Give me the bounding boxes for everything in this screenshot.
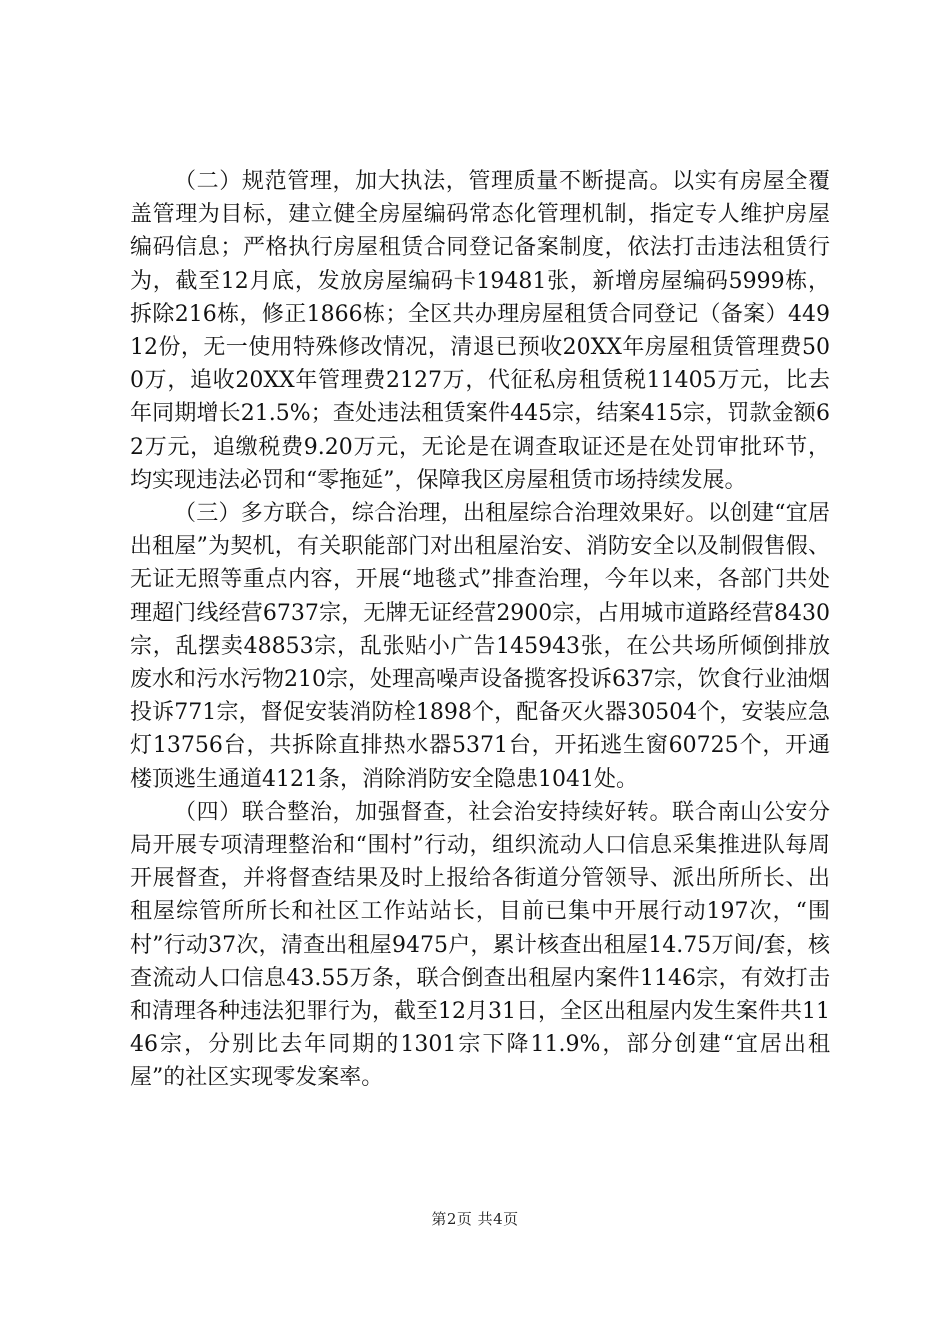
- paragraph-section-4: （四）联合整治，加强督查，社会治安持续好转。联合南山公安分局开展专项清理整治和“围村”行动，组织流动人口信息采集推进队每周开展督查，并将督查结果及时上报给各街道分管领导、派出所所长、出租屋综管所所长和社区工作站站长，目前已集中开展行动197次，“围村”行动37次，清查出租屋9475户，累计核查出租屋14.75万间/套，核查流动人口信息43.55万条，联合倒查出租屋内案件1146宗，有效打击和清理各种违法犯罪行为，截至12月31日，全区出租屋内发生案件共1146宗，分别比去年同期的1301宗下降11.9%，部分创建“宜居出租屋”的社区实现零发案率。: [130, 799, 830, 1091]
- paragraph-section-3: （三）多方联合，综合治理，出租屋综合治理效果好。以创建“宜居出租屋”为契机，有关职能部门对出租屋治安、消防安全以及制假售假、无证无照等重点内容，开展“地毯式”排查治理，今年以来，各部门共处理超门线经营6737宗，无牌无证经营2900宗，占用城市道路经营8430宗，乱摆卖48853宗，乱张贴小广告145943张，在公共场所倾倒排放废水和污水污物210宗，处理高噪声设备揽客投诉637宗，饮食行业油烟投诉771宗，督促安装消防栓1898个，配备灭火器30504个，安装应急灯13756台，共拆除直排热水器5371台，开拓逃生窗60725个，开通楼顶逃生通道4121条，消除消防安全隐患1041处。: [130, 501, 830, 792]
- document-body: [130, 165, 830, 1095]
- page-number-footer: 第2页 共4页: [431, 1210, 519, 1228]
- paragraph-section-2: （二）规范管理，加大执法，管理质量不断提高。以实有房屋全覆盖管理为目标，建立健全房屋编码常态化管理机制，指定专人维护房屋编码信息；严格执行房屋租赁合同登记备案制度，依法打击违法租赁行为，截至12月底，发放房屋编码卡19481张，新增房屋编码5999栋，拆除216栋，修正1866栋；全区共办理房屋租赁合同登记（备案）44912份，无一使用特殊修改情况，清退已预收20XX年房屋租赁管理费500万，追收20XX年管理费2127万，代征私房租赁税11405万元，比去年同期增长21.5%；查处违法租赁案件445宗，结案415宗，罚款金额62万元，追缴税费9.20万元，无论是在调查取证还是在处罚审批环节，均实现违法必罚和“零拖延”，保障我区房屋租赁市场持续发展。: [130, 169, 830, 493]
